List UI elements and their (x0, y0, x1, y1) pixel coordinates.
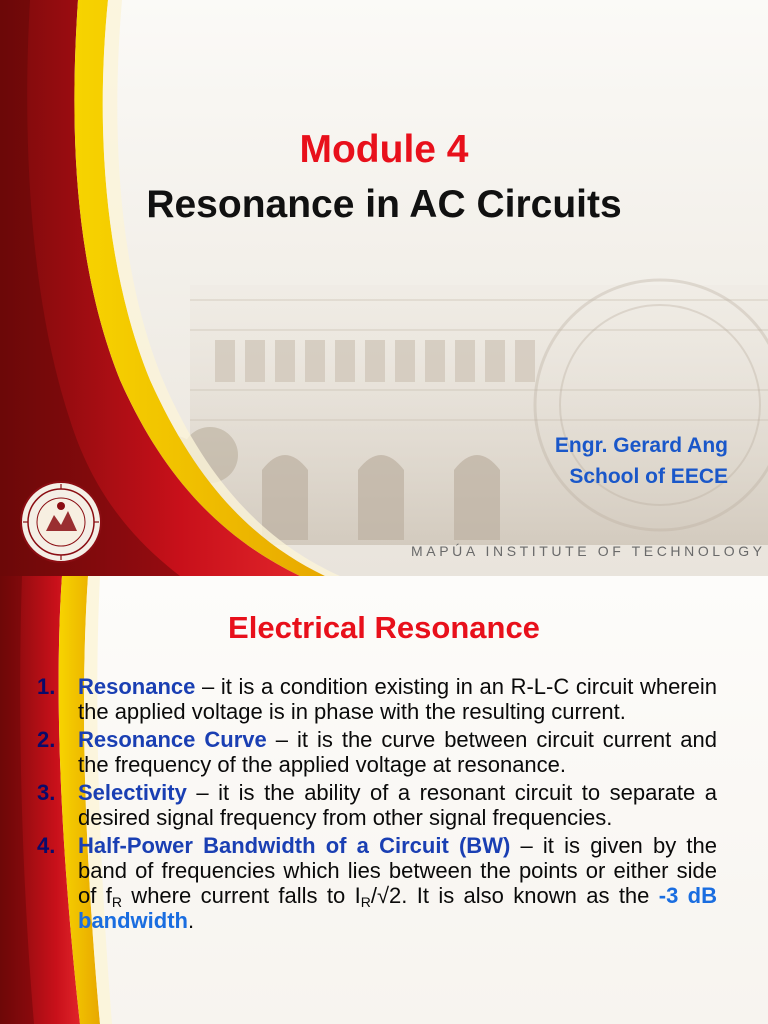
subscript: R (111, 894, 122, 910)
item-number: 4. (37, 833, 56, 858)
author-name: Engr. Gerard Ang (554, 434, 728, 457)
item-term: Resonance (78, 674, 196, 699)
item-term: Selectivity (78, 780, 187, 805)
author-block (555, 430, 728, 492)
item-description: – it is a condition existing in an R-L-C circuit wherein the applied voltage is in phase with the resulting current. (78, 674, 717, 724)
item-description-cont: where current falls to I (121, 883, 361, 908)
highlight-term: -3 dB bandwidth (78, 883, 718, 933)
list-item (37, 674, 717, 724)
item-description: – it is the curve between circuit current and the frequency of the applied voltage at resonance. (78, 727, 717, 777)
item-text (78, 780, 717, 830)
module-number: Module 4 (299, 128, 469, 171)
slide-title: Electrical Resonance (228, 610, 540, 645)
author-department: School of EECE (569, 465, 728, 488)
subscript: R (360, 894, 371, 910)
item-text (78, 727, 717, 777)
institute-seal-icon (20, 481, 102, 563)
definitions-list (37, 674, 717, 936)
content-slide (0, 576, 768, 1024)
institute-name: MAPÚA INSTITUTE OF TECHNOLOGY (411, 543, 766, 559)
item-term: Half-Power Bandwidth of a Circuit (BW) (78, 833, 511, 858)
item-text (78, 833, 717, 933)
list-item (37, 833, 717, 933)
item-number: 1. (37, 674, 56, 699)
item-text (78, 674, 717, 724)
list-item (37, 727, 717, 777)
list-item (37, 780, 717, 830)
item-description: – it is the ability of a resonant circuit to separate a desired signal frequency from other signal frequencies. (78, 780, 717, 830)
item-term: Resonance Curve (78, 727, 267, 752)
item-description-end: . (187, 908, 195, 933)
item-number: 2. (37, 727, 56, 752)
item-description: – it is given by the band of frequencies which lies between the points or either side of f (78, 833, 717, 908)
module-title: Resonance in AC Circuits (146, 183, 622, 226)
item-number: 3. (37, 780, 56, 805)
item-description-cont: /√2. It is also known as the (370, 883, 659, 908)
